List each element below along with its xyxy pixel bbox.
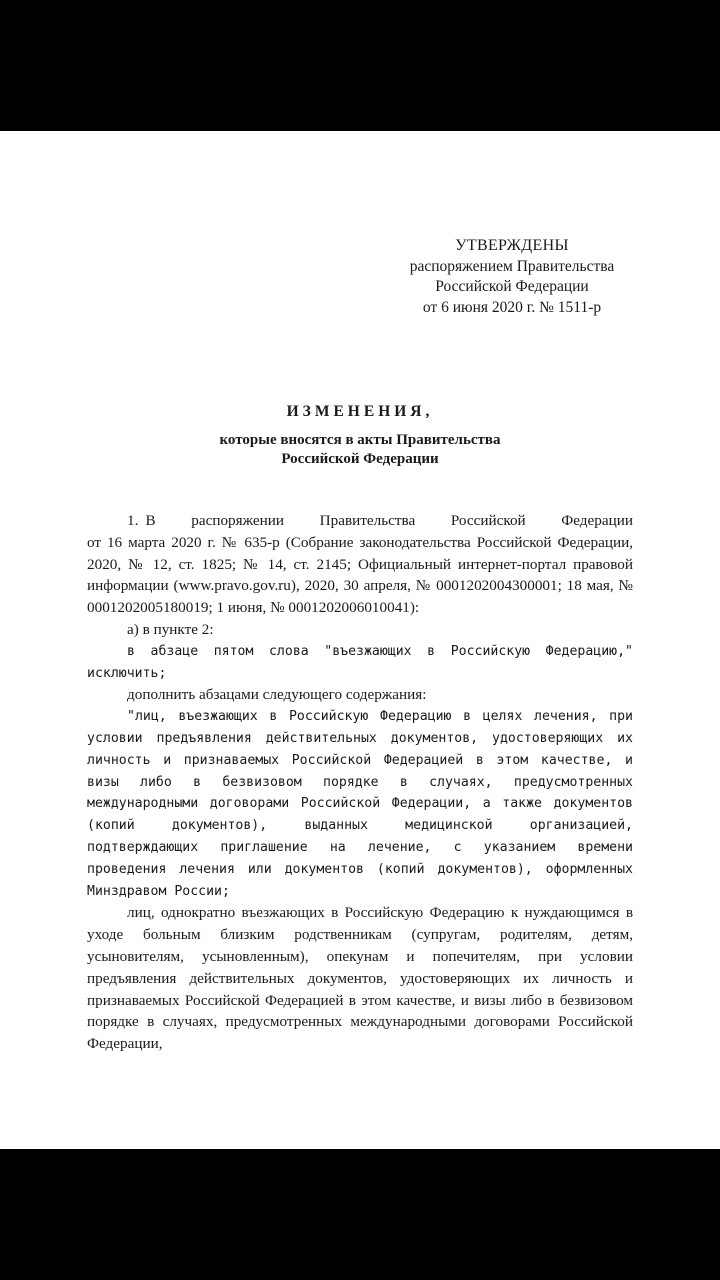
approval-line-1: распоряжением Правительства [409, 257, 615, 275]
approval-line-3: от 6 июня 2020 г. № 1511-р [422, 298, 602, 316]
heading-subtitle-1: которые вносятся в акты Правительства [219, 432, 501, 448]
paragraph-4: дополнить абзацами следующего содержания: [127, 686, 427, 704]
document-heading [0, 401, 720, 469]
paragraph-6: лиц, однократно въезжающих в Российскую Федерацию к нуждающимся в уходе больным близким родственникам (супругам, родителям, детям, усыновителям, усыновленным), опекунам и попечителям, при условии предъявления действительных документов, удостоверяющих их личность и признаваемых Российской Федерацией в этом качестве, и визы либо в безвизовом порядке в случаях, предусмотренных международными договорами Российской Федерации, [87, 904, 633, 1053]
paragraph-1-first-line: 1. В распоряжении Правительства Российской Федерации [127, 512, 633, 529]
approval-line-2: Российской Федерации [435, 278, 589, 295]
document-body [87, 510, 633, 1055]
paragraph-2: а) в пункте 2: [127, 620, 214, 638]
paragraph-5: "лиц, въезжающих в Российскую Федерацию в целях лечения, при условии предъявления действительных документов, удостоверяющих их личность и признаваемых Российской Федерацией в этом качестве, и визы либо в безвизовом порядке в случаях, предусмотренных международными договорами Российской Федерации, а также документов (копий документов), выданных медицинской организацией, подтверждающих приглашение на лечение, с указанием времени проведения лечения или документов (копий документов), оформленных Минздравом России; [87, 709, 633, 899]
heading-title: ИЗМЕНЕНИЯ, [286, 403, 434, 420]
approval-stamp [380, 236, 644, 318]
heading-subtitle-2: Российской Федерации [281, 451, 439, 467]
document-page [0, 131, 720, 1149]
paragraph-1: от 16 марта 2020 г. № 635-р (Собрание законодательства Российской Федерации, 2020, № 12, ст. 1825; № 14, ст. 2145; Официальный интернет-портал правовой информации (www.pravo.gov.ru), 2020, 30 апреля, № 0001202004300001; 18 мая, № 0001202005180019; 1 июня, № 0001202006010041): [87, 533, 633, 617]
approval-title: УТВЕРЖДЕНЫ [455, 237, 569, 254]
paragraph-3: в абзаце пятом слова "въезжающих в Российскую Федерацию," исключить; [87, 643, 633, 681]
